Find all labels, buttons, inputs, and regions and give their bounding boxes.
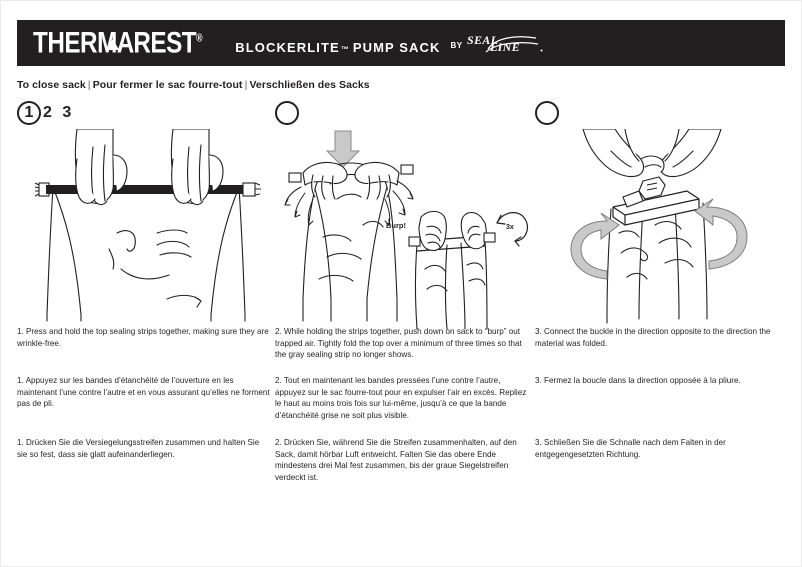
registered-mark: ® [196,31,203,44]
sealline-logo-graphic [466,33,544,53]
product-name: BLOCKERLITE [235,39,340,55]
instruction-text-en-3: 3. Connect the buckle in the direction opposite to the direction the material was folded. [535,327,771,348]
step-marker-2 [275,99,533,129]
illustration-step-3 [535,129,793,334]
subtitle-separator-1: | [87,79,91,91]
step-column-3 [535,99,793,334]
instruction-text-en-1: 1. Press and hold the top sealing strips together, making sure they are wrinkle-free. [17,327,269,348]
subtitle-de: Verschließen des Sacks [249,79,370,91]
instruction-text-en-2: 2. While holding the strips together, push down on sack to “burp” out trapped air. Tightly fold the top over a minimum of three times so that the gray sealing strip no longer shows. [275,327,522,360]
therm-a-rest-logo: THERMAREST® [33,25,203,59]
product-title [235,32,543,55]
repeat-count-label: 3x [506,224,514,231]
brand-name-part2: REST [133,25,197,59]
by-label: BY [450,40,463,50]
illustration-press-strips [17,129,275,334]
rotate-left-arrow-icon [571,213,619,279]
step-column-1 [17,99,275,334]
instruction-text-fr-2: 2. Tout en maintenant les bandes pressées l’une contre l’autre, appuyez sur le sac fourre-tout pour en expulser l’air en excès. Repliez le haut au moins trois fois sur lui-même, jusqu’à ce que la bande d’étanchéité grise ne soit plus visible. [275,376,527,420]
svg-text:LINE: LINE [489,39,520,53]
step-column-2 [275,99,533,334]
instruction-text-de-2: 2. Drücken Sie, während Sie die Streifen zusammenhalten, auf den Sack, damit hörbar Luft entweicht. Falten Sie das obere Ende mindestens drei Mal fest zusammen, bis der graue Siegelstreifen verdeckt ist. [275,438,517,482]
instruction-text-de-1: 1. Drücken Sie die Versiegelungsstreifen zusammen und halten Sie sie so fest, dass sie glatt aufeinanderliegen. [17,438,260,459]
sealline-logo [466,33,544,56]
svg-text:SEAL: SEAL [466,32,498,47]
sealing-strip-graphic [35,183,261,196]
trademark-icon: ™ [340,44,349,54]
subtitle-fr: Pour fermer le sac fourre-tout [92,79,243,91]
illustration-burp-and-fold [275,129,533,334]
rotate-right-arrow-icon [695,199,747,269]
step-marker-1 [17,99,275,129]
down-arrow-icon [327,131,359,167]
step-number-circle-2 [275,101,299,125]
section-subtitle [17,79,370,91]
illustration-step-1 [17,129,275,334]
brand-name-part1: THERM [33,25,117,59]
step-marker-3 [535,99,793,129]
header-bar [17,20,785,66]
illustration-step-2 [275,129,533,334]
subtitle-en: To close sack [17,79,86,91]
product-name-suffix: PUMP SACK [352,39,441,55]
instruction-text-fr-1: 1. Appuyez sur les bandes d’étanchéité de l’ouverture en les maintenant l’une contre l’autre et en vous assurant qu’elles ne forment pas de pli. [17,376,270,409]
instruction-text-fr-3: 3. Fermez la boucle dans la direction opposée à la pliure. [535,376,741,385]
step-number-circle-1: 1 [17,101,41,125]
step-ghost-numbers-1: 2 3 [43,104,75,121]
instruction-text-de-3: 3. Schließen Sie die Schnalle nach dem Falten in der entgegengesetzten Richtung. [535,438,726,459]
step-number-circle-3 [535,101,559,125]
subtitle-separator-2: | [244,79,248,91]
burp-annotation: Burp! [386,221,406,230]
illustration-connect-buckle [535,129,793,334]
